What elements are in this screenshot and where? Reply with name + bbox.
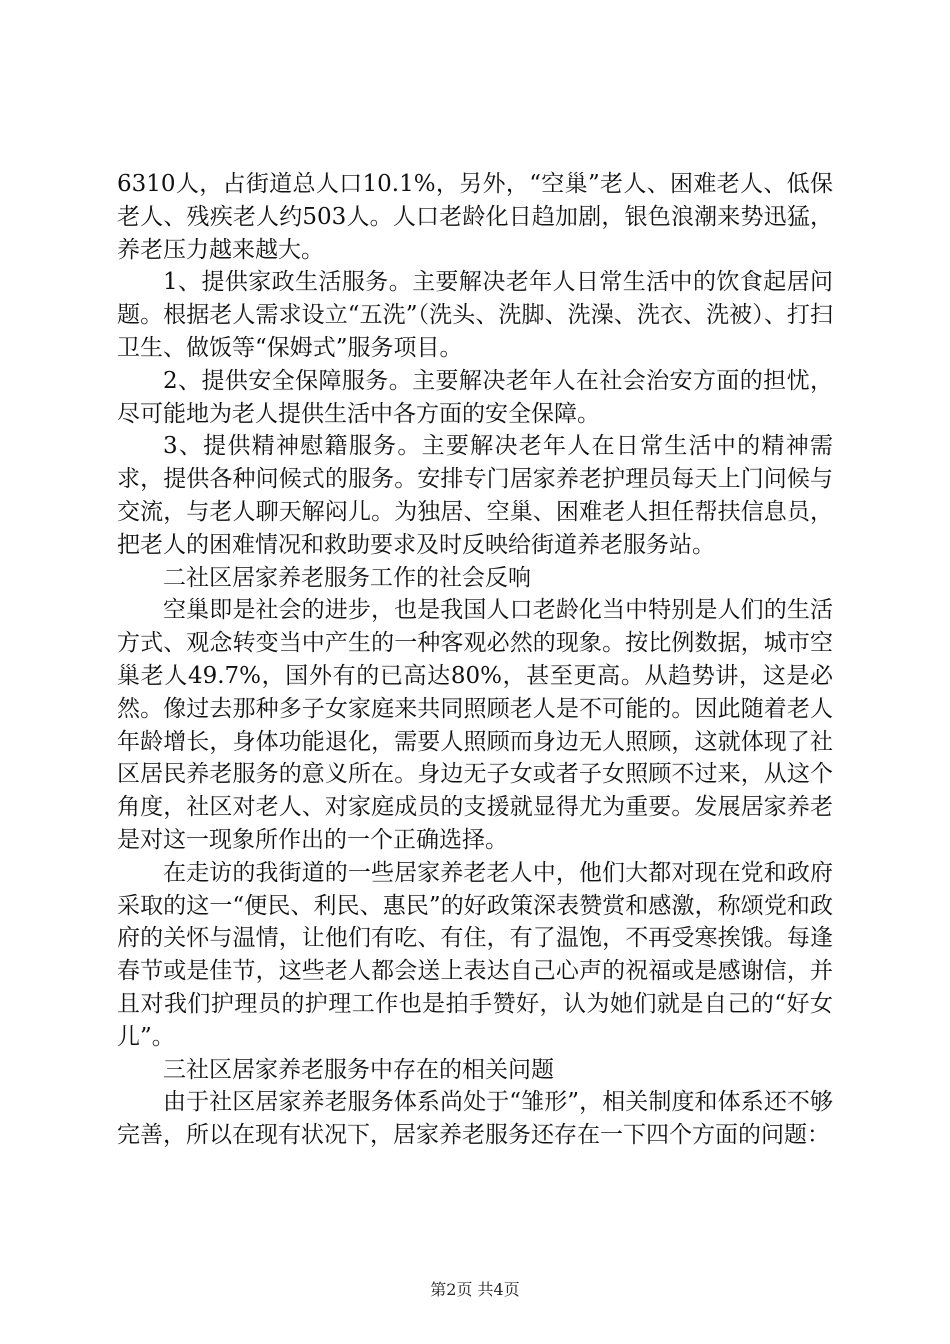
section-heading-social-response: 二社区居家养老服务工作的社会反响 <box>163 564 531 591</box>
document-body <box>117 168 833 1152</box>
paragraph-service-spiritual: 3、提供精神慰籍服务。主要解决老年人在日常生活中的精神需求，提供各种问候式的服务。安排专门居家养老护理员每天上门问候与交流，与老人聊天解闷儿。为独居、空巢、困难老人担任帮扶信息员，把老人的困难情况和救助要求及时反映给街道养老服务站。 <box>117 433 833 558</box>
paragraph-visits: 在走访的我街道的一些居家养老老人中，他们大都对现在党和政府采取的这一“便民、利民、惠民”的好政策深表赞赏和感激，称颂党和政府的关怀与温情，让他们有吃、有住，有了温饱，不再受寒挨饿。每逢春节或是佳节，这些老人都会送上表达自己心声的祝福或是感谢信，并且对我们护理员的护理工作也是拍手赞好，认为她们就是自己的“好女儿”。 <box>117 859 833 1050</box>
page-number-footer: 第2页 共4页 <box>430 1280 520 1299</box>
paragraph-service-housekeeping: 1、提供家政生活服务。主要解决老年人日常生活中的饮食起居问题。根据老人需求设立“五洗”（洗头、洗脚、洗澡、洗衣、洗被）、打扫卫生、做饭等“保姆式”服务项目。 <box>117 269 833 361</box>
paragraph-population-stats: 6310人，占街道总人口10.1%，另外，“空巢”老人、困难老人、低保老人、残疾老人约503人。人口老龄化日趋加剧，银色浪潮来势迅猛，养老压力越来越大。 <box>117 171 833 263</box>
paragraph-empty-nest: 空巢即是社会的进步，也是我国人口老龄化当中特别是人们的生活方式、观念转变当中产生的一种客观必然的现象。按比例数据，城市空巢老人49.7%，国外有的已高达80%，甚至更高。从趋势讲，这是必然。像过去那种多子女家庭来共同照顾老人是不可能的。因此随着老人年龄增长，身体功能退化，需要人照顾而身边无人照顾，这就体现了社区居民养老服务的意义所在。身边无子女或者子女照顾不过来，从这个角度，社区对老人、对家庭成员的支援就显得尤为重要。发展居家养老是对这一现象所作出的一个正确选择。 <box>117 597 833 853</box>
paragraph-service-safety: 2、提供安全保障服务。主要解决老年人在社会治安方面的担忧，尽可能地为老人提供生活中各方面的安全保障。 <box>117 367 833 427</box>
paragraph-problems-intro: 由于社区居家养老服务体系尚处于“雏形”，相关制度和体系还不够完善，所以在现有状况下，居家养老服务还存在一下四个方面的问题： <box>117 1089 833 1149</box>
section-heading-problems: 三社区居家养老服务中存在的相关问题 <box>163 1056 554 1083</box>
